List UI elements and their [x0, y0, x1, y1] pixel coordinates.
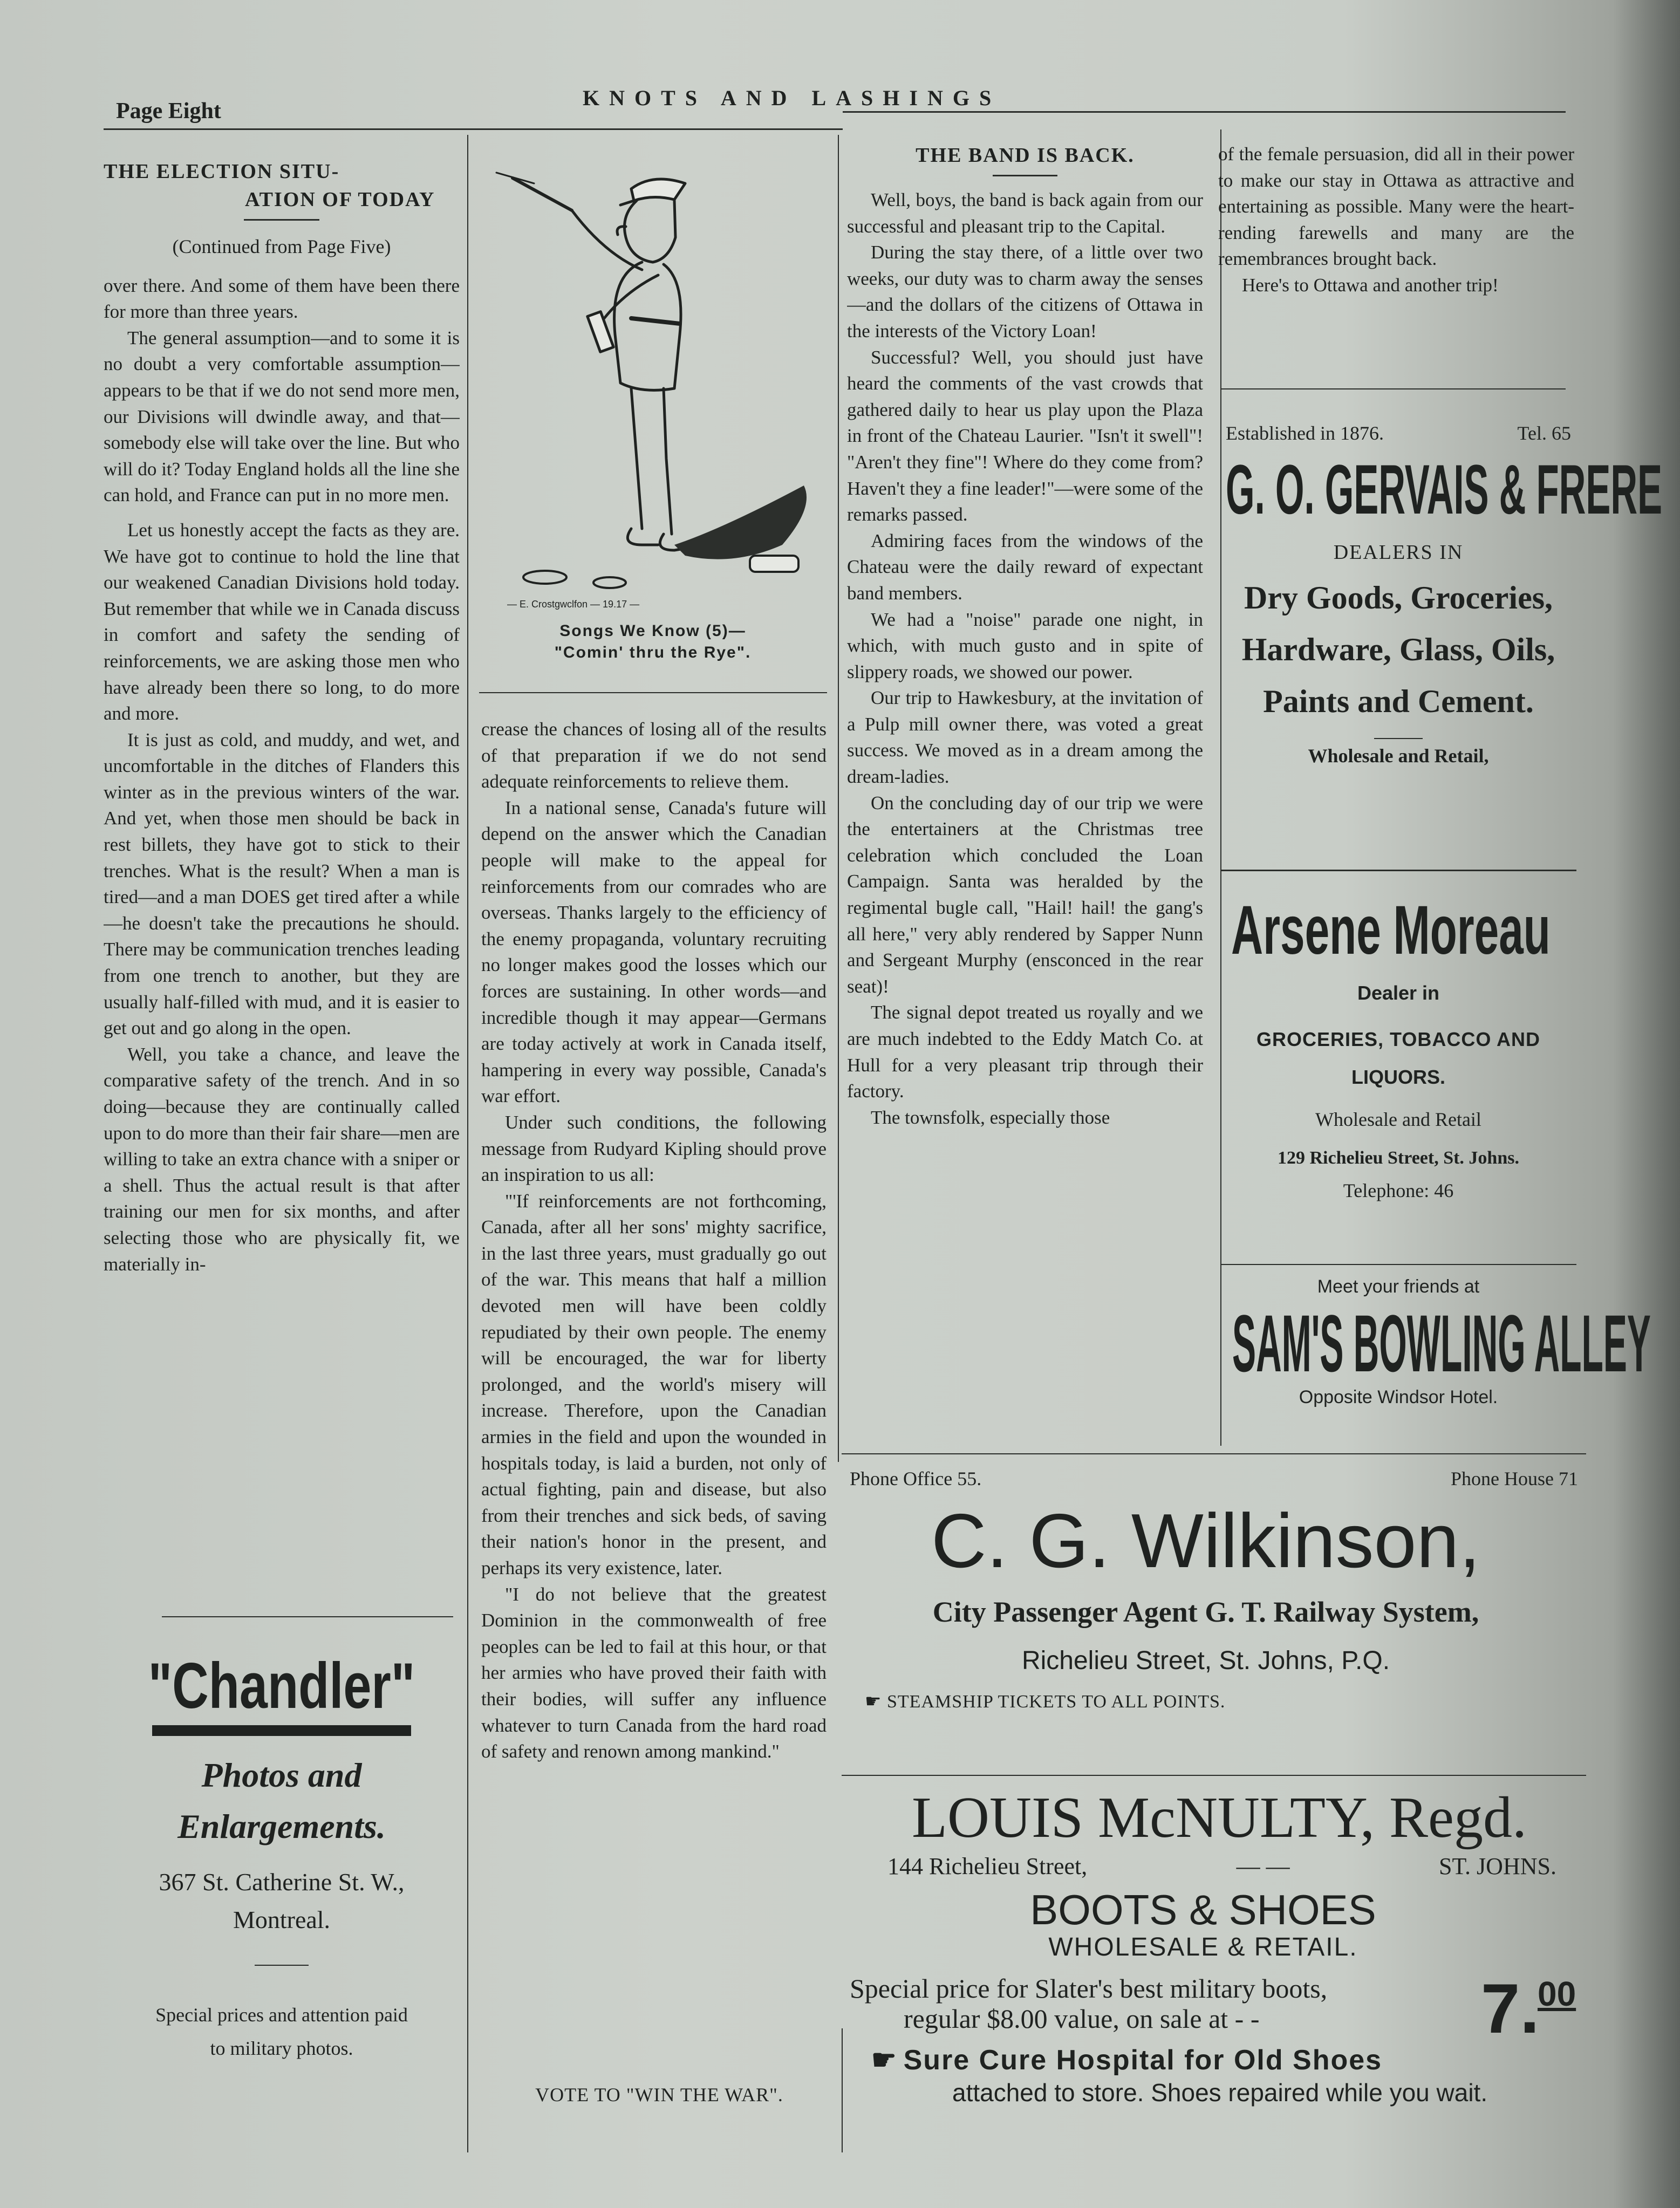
pointing-hand-icon: ☛ — [871, 2045, 904, 2076]
moreau-line3: Wholesale and Retail — [1315, 1109, 1481, 1130]
mcnulty-price-cents: 00 — [1538, 1974, 1576, 2013]
ad-sams — [1220, 1276, 1651, 1408]
gervais-rule — [1374, 738, 1423, 739]
ad-gervais — [1220, 422, 1663, 767]
paragraph: The townsfolk, especially those — [871, 1106, 1110, 1128]
article-election — [104, 158, 460, 1592]
cartoon-signature: — E. Crostgwclfon — 19.17 — — [507, 599, 640, 610]
ad-moreau — [1220, 890, 1576, 1202]
header-rule-left — [104, 128, 843, 130]
column-rule — [838, 135, 839, 1462]
moreau-telephone: Telephone: 46 — [1343, 1180, 1454, 1201]
chandler-bar — [152, 1725, 411, 1736]
mcnulty-name: LOUIS McNULTY, Regd. — [911, 1786, 1527, 1850]
article-band-end — [1218, 141, 1574, 379]
separator-rule — [842, 1775, 1586, 1776]
paragraph: We had a "noise" parade one night, in which, with much gusto and in spite of slippery roads, we showed our power. — [847, 609, 1203, 682]
paragraph: crease the chances of losing all of the results of that preparation if we do not send adequate reinforcements to relieve them. — [481, 719, 827, 792]
separator-rule — [1220, 1264, 1576, 1265]
chandler-address: 367 St. Catherine St. W., — [159, 1868, 405, 1896]
cartoon-caption — [486, 620, 820, 664]
mcnulty-street: 144 Richelieu Street, — [887, 1853, 1088, 1879]
cartoon-drawing — [480, 156, 825, 599]
paragraph: over there. And some of them have been there for more than three years. — [104, 275, 460, 323]
gervais-line2: Hardware, Glass, Oils, — [1241, 632, 1555, 667]
paragraph: Under such conditions, the following message from Rudyard Kipling should prove an inspiration to us all: — [481, 1111, 827, 1186]
chandler-enlargements: Enlargements. — [177, 1807, 386, 1845]
wilkinson-phone-house: Phone House 71 — [1451, 1468, 1578, 1489]
paragraph: On the concluding day of our trip we were the entertainers at the Christmas tree celebration which concluded the Loan Campaign. Santa was heralded by the regimental bugle call, "Hail! hail! the gang's all here," very ably rendered by Sapper Nunn and Sergeant Murphy (ensconced in the rear seat)! — [847, 792, 1203, 997]
sams-meet: Meet your friends at — [1317, 1276, 1480, 1297]
paragraph: Here's to Ottawa and another trip! — [1242, 274, 1499, 296]
paragraph: During the stay there, of a little over two weeks, our duty was to charm away the senses—and the dollars of the citizens of Ottawa in the interests of the Victory Loan! — [847, 242, 1203, 341]
paragraph: Our trip to Hawkesbury, at the invitation of a Pulp mill owner there, was voted a great success. We moved as in a dream among the dream-ladies. — [847, 687, 1203, 788]
paragraph: It is just as cold, and muddy, and wet, and uncomfortable in the ditches of Flanders this winter as in the previous winters of the war. And yet, when those men should be back in rest billets, they have got to stick to their trenches. What is the result? When a man is tired—and a man DOES get tired after a while—he doesn't take the precautions he should. There may be communication trenches leading from one trench to another, but they are usually half-filled with mud, and it is easier to get out and go along in the open. — [104, 729, 460, 1039]
paragraph: Let us honestly accept the facts as they are. We have got to continue to hold the line that our weakened Canadian Divisions hold today. But remember that while we in Canada discuss in comfort and safety the sending of reinforcements, we are asking those men who have already been there so long, to do more and more. — [104, 519, 460, 724]
caption-line1: Songs We Know (5)— — [559, 622, 746, 640]
gervais-name: G. O. GERVAIS & FRERE — [1226, 450, 1663, 529]
separator-rule — [162, 1616, 453, 1617]
wilkinson-title: City Passenger Agent G. T. Railway System, — [932, 1596, 1479, 1628]
article-band — [847, 141, 1203, 1436]
sams-opposite: Opposite Windsor Hotel. — [1299, 1387, 1498, 1407]
mcnulty-line2: WHOLESALE & RETAIL. — [1048, 1933, 1358, 1961]
moreau-line2: LIQUORS. — [1351, 1066, 1445, 1088]
page-number: Page Eight — [116, 99, 221, 124]
ad-chandler — [104, 1651, 460, 2065]
mcnulty-line1: BOOTS & SHOES — [1030, 1886, 1376, 1933]
chandler-photos: Photos and — [201, 1756, 362, 1794]
moreau-line1: GROCERIES, TOBACCO AND — [1256, 1028, 1541, 1050]
paragraph: of the female persuasion, did all in their power to make our stay in Ottawa as attractive and entertaining as possible. Many were the heart-rending farewells and many are the remembrances brought back. — [1218, 143, 1574, 270]
ad-mcnulty — [850, 1786, 1600, 2108]
chandler-city: Montreal. — [233, 1906, 331, 1933]
band-headline: THE BAND IS BACK. — [916, 144, 1135, 167]
paragraph: Admiring faces from the windows of the Chateau were the daily reward of expectant band members. — [847, 530, 1203, 604]
mcnulty-hospital: Sure Cure Hospital for Old Shoes — [903, 2045, 1383, 2076]
wilkinson-address: Richelieu Street, St. Johns, P.Q. — [1021, 1646, 1390, 1675]
separator-rule — [1220, 388, 1566, 389]
mcnulty-special1: Special price for Slater's best military boots, — [850, 1973, 1328, 2004]
pointing-hand-icon: ☛ — [865, 1692, 887, 1712]
ad-wilkinson — [850, 1467, 1594, 1712]
article-continued — [481, 716, 827, 2081]
gervais-line3: Paints and Cement. — [1263, 683, 1534, 719]
chandler-special2: to military photos. — [210, 2038, 353, 2059]
gervais-dealers: DEALERS IN — [1333, 541, 1464, 564]
mcnulty-city: ST. JOHNS. — [1438, 1853, 1556, 1879]
mcnulty-attached: attached to store. Shoes repaired while you wait. — [952, 2079, 1488, 2107]
masthead: KNOTS AND LASHINGS — [583, 86, 1001, 110]
vote-slogan: VOTE TO "WIN THE WAR". — [535, 2084, 783, 2106]
paragraph: Well, you take a chance, and leave the comparative safety of the trench. And in so doing—because they are continually called upon to do more than their fair share—men are willing to take an extra chance with a sniper or a shell. Thus the actual result is that after training our men for six months, and after selecting those who are physically fit, we materially in- — [104, 1043, 460, 1275]
mcnulty-dashes: — — — [1236, 1853, 1290, 1879]
caption-line2: "Comin' thru the Rye". — [554, 644, 752, 661]
mcnulty-special2: regular $8.00 value, on sale at - - — [904, 2004, 1260, 2034]
paragraph: Well, boys, the band is back again from our successful and pleasant trip to the Capital. — [847, 189, 1203, 237]
paragraph: "I do not believe that the greatest Dominion in the commonwealth of free peoples can be led to fail at this hour, or that her armies who have proved their faith with their bodies, will suffer any influence whatever to turn Canada from the hard road of safety and renown among mankind." — [481, 1583, 827, 1762]
paragraph: Successful? Well, you should just have heard the comments of the vast crowds that gathered daily to hear us play upon the Plaza in front of the Chateau Laurier. "Isn't it swell"! "Aren't they fine"! Where do they come from? Haven't they a fine leader!"—were some of the remarks passed. — [847, 346, 1203, 525]
headline-rule — [244, 219, 319, 221]
chandler-rule — [255, 1965, 309, 1966]
chandler-special1: Special prices and attention paid — [155, 2004, 408, 2026]
moreau-name: Arsene Moreau — [1231, 892, 1551, 969]
moreau-address: 129 Richelieu Street, St. Johns. — [1278, 1148, 1519, 1168]
gervais-tel: Tel. 65 — [1517, 422, 1571, 444]
gervais-line1: Dry Goods, Groceries, — [1244, 580, 1553, 616]
wilkinson-name: C. G. Wilkinson, — [931, 1498, 1480, 1584]
mcnulty-price: 7. — [1481, 1969, 1540, 2048]
band-headline-rule — [993, 175, 1057, 176]
wilkinson-steamship: STEAMSHIP TICKETS TO ALL POINTS. — [886, 1692, 1226, 1712]
paragraph: The signal depot treated us royally and we are much indebted to the Eddy Match Co. at Hull for a very pleasant trip through their factory. — [847, 1002, 1203, 1102]
chandler-name: "Chandler" — [148, 1650, 415, 1722]
gervais-established: Established in 1876. — [1226, 422, 1384, 444]
separator-rule — [842, 1453, 1586, 1454]
moreau-dealer: Dealer in — [1357, 982, 1440, 1004]
paragraph: "'If reinforcements are not forthcoming, Canada, after all her sons' mighty sacrifice, in the last three years, must gradually go out of the war. This means that half a million devoted men will have been coldly repudiated by their own people. The enemy will be encouraged, the war for liberty prolonged, and the world's misery will increase. Therefore, upon the Canadian armies in the field and upon the wounded in hospitals today, is laid a burden, not only of actual fighting, pain and disease, but also from their trenches and sick beds, of saving their nation's honor in the present, and perhaps its very existence, later. — [481, 1190, 827, 1578]
continued-note: (Continued from Page Five) — [172, 236, 391, 257]
paragraph: The general assumption—and to some it is no doubt a very comfortable assumption—appears to be that if we do not send more men, our Divisions will dwindle away, and that—somebody else will take over the line. But who will do it? Today England holds all the line she can hold, and France can put in no more men. — [104, 327, 460, 506]
headline-line2: ATION OF TODAY — [245, 188, 435, 211]
wilkinson-phone-office: Phone Office 55. — [850, 1468, 982, 1489]
gervais-sub: Wholesale and Retail, — [1308, 745, 1489, 767]
column-rule — [842, 2028, 843, 2152]
separator-rule — [1220, 870, 1576, 871]
paragraph: In a national sense, Canada's future will depend on the answer which the Canadian people will make to the appeal for reinforcements from our comrades who are overseas. Thanks largely to the efficiency of the enemy propaganda, voluntary recruiting no longer makes good the losses which our forces are sustaining. In other words—and incredible though it may appear—Germans are today actively at work in Canada itself, hampering in every way possible, Canada's war effort. — [481, 797, 827, 1107]
column-rule — [467, 135, 468, 2152]
cartoon-rule — [479, 692, 827, 693]
headline-line1: THE ELECTION SITU- — [104, 160, 340, 183]
header-rule-right — [843, 111, 1566, 113]
sams-name: SAM'S BOWLING ALLEY — [1232, 1298, 1651, 1389]
